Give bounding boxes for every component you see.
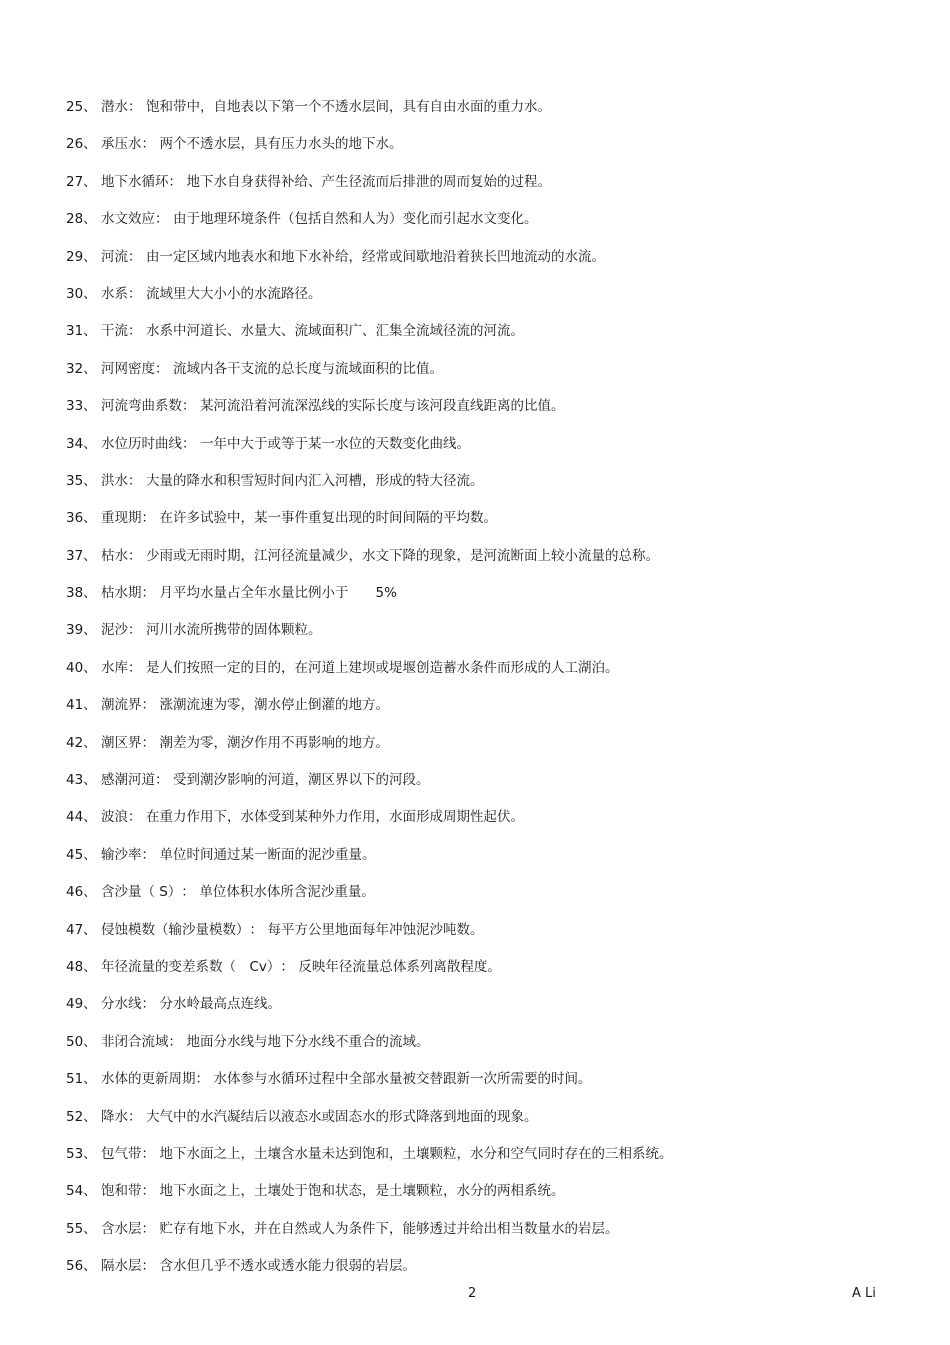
term-separator: ：	[128, 547, 142, 564]
definition-item	[66, 283, 926, 320]
item-number: 36、	[66, 510, 97, 527]
definition-item	[66, 96, 926, 133]
definition-item	[66, 1180, 926, 1217]
item-number: 27、	[66, 173, 97, 190]
definition-item	[66, 881, 926, 918]
item-number: 25、	[66, 99, 97, 115]
definition-item	[66, 358, 926, 395]
term-separator: ：	[195, 1071, 209, 1088]
term: 河流弯曲系数	[101, 398, 182, 415]
item-number: 46、	[66, 884, 97, 901]
page-number: 2	[468, 1286, 477, 1301]
definition: 单位时间通过某一断面的泥沙重量。	[159, 846, 376, 863]
definition: 反映年径流量总体系列离散程度。	[298, 958, 501, 975]
item-number: 30、	[66, 285, 97, 302]
definition-item	[66, 769, 926, 806]
term-separator: ：	[182, 398, 196, 415]
term-separator: ：	[181, 884, 195, 901]
definition: 一年中大于或等于某一水位的天数变化曲线。	[200, 435, 470, 452]
term: 重现期	[101, 510, 142, 527]
definition-item	[66, 1143, 926, 1180]
item-number: 29、	[66, 248, 97, 265]
item-number: 32、	[66, 360, 97, 377]
definition: 涨潮流速为零，潮水停止倒灌的地方。	[159, 697, 389, 714]
term-separator: ：	[141, 697, 155, 714]
term: 潮流界	[101, 697, 142, 714]
term-separator: ：	[128, 809, 142, 826]
definition-item	[66, 1218, 926, 1255]
definition-item	[66, 844, 926, 881]
definition-item	[66, 1106, 926, 1143]
definition-item	[66, 208, 926, 245]
definition: 由于地理环境条件（包括自然和人为）变化而引起水文变化。	[173, 211, 538, 228]
term: 河流	[101, 248, 128, 265]
item-number: 42、	[66, 734, 97, 751]
term: 水系	[101, 285, 128, 302]
definition: 地下水面之上，土壤处于饱和状态，是土壤颗粒，水分的两相系统。	[159, 1183, 565, 1200]
term: 隔水层	[101, 1258, 142, 1275]
definition-item	[66, 507, 926, 544]
definition-item	[66, 694, 926, 731]
definition-item	[66, 433, 926, 470]
term: 降水	[101, 1108, 128, 1125]
definition: 地下水自身获得补给、产生径流而后排泄的周而复始的过程。	[186, 173, 551, 190]
term: 水文效应	[101, 211, 155, 228]
definition: 水系中河道长、水量大、流域面积广、汇集全流域径流的河流。	[146, 323, 524, 340]
definition: 月平均水量占全年水量比例小于 5%	[159, 585, 397, 602]
term: 水库	[101, 659, 128, 676]
definition: 潮差为零，潮汐作用不再影响的地方。	[159, 734, 389, 751]
term: 泥沙	[101, 622, 128, 639]
definition: 在重力作用下，水体受到某种外力作用，水面形成周期性起伏。	[146, 809, 524, 826]
definition: 在许多试验中，某一事件重复出现的时间间隔的平均数。	[159, 510, 497, 527]
term-separator: ：	[128, 99, 142, 115]
term: 枯水	[101, 547, 128, 564]
term-separator: ：	[128, 248, 142, 265]
definition-item	[66, 1031, 926, 1068]
item-number: 55、	[66, 1220, 97, 1237]
definition-item	[66, 133, 926, 170]
item-number: 52、	[66, 1108, 97, 1125]
definition-item	[66, 956, 926, 993]
term: 含沙量（ S）	[101, 884, 182, 901]
item-number: 47、	[66, 921, 97, 938]
term: 河网密度	[101, 360, 155, 377]
item-number: 48、	[66, 958, 97, 975]
term-separator: ：	[182, 435, 196, 452]
item-number: 26、	[66, 136, 97, 153]
term-separator: ：	[128, 472, 142, 489]
item-number: 43、	[66, 772, 97, 789]
definition: 是人们按照一定的目的，在河道上建坝或堤堰创造蓄水条件而形成的人工湖泊。	[146, 659, 619, 676]
definition-item	[66, 657, 926, 694]
definition: 大量的降水和积雪短时间内汇入河槽，形成的特大径流。	[146, 472, 484, 489]
term-separator: ：	[141, 510, 155, 527]
term-separator: ：	[280, 958, 294, 975]
term-separator: ：	[168, 173, 182, 190]
term-separator: ：	[128, 285, 142, 302]
term-separator: ：	[128, 659, 142, 676]
definition: 某河流沿着河流深泓线的实际长度与该河段直线距离的比值。	[200, 398, 565, 415]
item-number: 53、	[66, 1145, 97, 1162]
term-separator: ：	[141, 1258, 155, 1275]
definition-item	[66, 395, 926, 432]
definition: 少雨或无雨时期，江河径流量减少，水文下降的现象，是河流断面上较小流量的总称。	[146, 547, 659, 564]
term-separator: ：	[155, 211, 169, 228]
term: 输沙率	[101, 846, 142, 863]
item-number: 39、	[66, 622, 97, 639]
definition-item	[66, 1068, 926, 1105]
term-separator: ：	[155, 772, 169, 789]
term-separator: ：	[141, 1220, 155, 1237]
term: 枯水期	[101, 585, 142, 602]
term: 承压水	[101, 136, 142, 153]
term: 饱和带	[101, 1183, 142, 1200]
term: 分水线	[101, 996, 142, 1013]
item-number: 35、	[66, 472, 97, 489]
item-number: 40、	[66, 659, 97, 676]
term: 侵蚀模数（输沙量模数）	[101, 921, 250, 938]
item-number: 34、	[66, 435, 97, 452]
definition: 饱和带中，自地表以下第一个不透水层间，具有自由水面的重力水。	[146, 99, 551, 115]
definition: 地面分水线与地下分水线不重合的流域。	[186, 1033, 430, 1050]
term-separator: ：	[141, 1183, 155, 1200]
definition: 受到潮汐影响的河道，潮区界以下的河段。	[173, 772, 430, 789]
definition-item	[66, 171, 926, 208]
item-number: 31、	[66, 323, 97, 340]
definition: 每平方公里地面每年冲蚀泥沙吨数。	[267, 921, 484, 938]
term-separator: ：	[141, 136, 155, 153]
item-number: 41、	[66, 697, 97, 714]
item-number: 50、	[66, 1033, 97, 1050]
term: 潮区界	[101, 734, 142, 751]
term-separator: ：	[249, 921, 263, 938]
definition-list	[66, 96, 926, 1293]
term: 感潮河道	[101, 772, 155, 789]
definition-item	[66, 732, 926, 769]
definition: 水体参与水循环过程中全部水量被交替跟新一次所需要的时间。	[213, 1071, 592, 1088]
item-number: 49、	[66, 996, 97, 1013]
item-number: 56、	[66, 1258, 97, 1275]
definition-item	[66, 806, 926, 843]
term: 潜水	[101, 99, 128, 115]
item-number: 33、	[66, 398, 97, 415]
item-number: 28、	[66, 211, 97, 228]
term: 含水层	[101, 1220, 142, 1237]
definition: 单位体积水体所含泥沙重量。	[199, 884, 375, 901]
definition: 两个不透水层，具有压力水头的地下水。	[159, 136, 403, 153]
definition-item	[66, 1255, 926, 1292]
item-number: 38、	[66, 585, 97, 602]
term-separator: ：	[128, 323, 142, 340]
term: 水位历时曲线	[101, 435, 182, 452]
item-number: 54、	[66, 1183, 97, 1200]
item-number: 44、	[66, 809, 97, 826]
term: 非闭合流域	[101, 1033, 169, 1050]
term-separator: ：	[128, 622, 142, 639]
term: 年径流量的变差系数（ Cv）	[101, 958, 281, 975]
term: 波浪	[101, 809, 128, 826]
definition: 含水但几乎不透水或透水能力很弱的岩层。	[159, 1258, 416, 1275]
definition: 地下水面之上，土壤含水量未达到饱和，土壤颗粒，水分和空气同时存在的三相系统。	[159, 1145, 673, 1162]
term-separator: ：	[141, 846, 155, 863]
definition-item	[66, 246, 926, 283]
term-separator: ：	[141, 734, 155, 751]
term-separator: ：	[155, 360, 169, 377]
definition: 流域内各干支流的总长度与流域面积的比值。	[173, 360, 443, 377]
term-separator: ：	[128, 1108, 142, 1125]
definition-item	[66, 545, 926, 582]
term: 洪水	[101, 472, 128, 489]
term: 包气带	[101, 1145, 142, 1162]
item-number: 51、	[66, 1071, 97, 1088]
definition-item	[66, 919, 926, 956]
definition-item	[66, 470, 926, 507]
definition: 流域里大大小小的水流路径。	[146, 285, 322, 302]
author-label: A Li	[852, 1286, 876, 1301]
term: 水体的更新周期	[101, 1071, 196, 1088]
definition: 贮存有地下水，并在自然或人为条件下，能够透过并给出相当数量水的岩层。	[159, 1220, 619, 1237]
definition: 由一定区域内地表水和地下水补给，经常或间歇地沿着狭长凹地流动的水流。	[146, 248, 605, 265]
definition: 大气中的水汽凝结后以液态水或固态水的形式降落到地面的现象。	[146, 1108, 538, 1125]
item-number: 45、	[66, 846, 97, 863]
definition-item	[66, 582, 926, 619]
item-number: 37、	[66, 547, 97, 564]
term: 干流	[101, 323, 128, 340]
definition-item	[66, 619, 926, 656]
definition-item	[66, 320, 926, 357]
term-separator: ：	[168, 1033, 182, 1050]
term-separator: ：	[141, 585, 155, 602]
term: 地下水循环	[101, 173, 169, 190]
term-separator: ：	[141, 996, 155, 1013]
definition: 河川水流所携带的固体颗粒。	[146, 622, 322, 639]
definition: 分水岭最高点连线。	[159, 996, 281, 1013]
term-separator: ：	[141, 1145, 155, 1162]
definition-item	[66, 993, 926, 1030]
